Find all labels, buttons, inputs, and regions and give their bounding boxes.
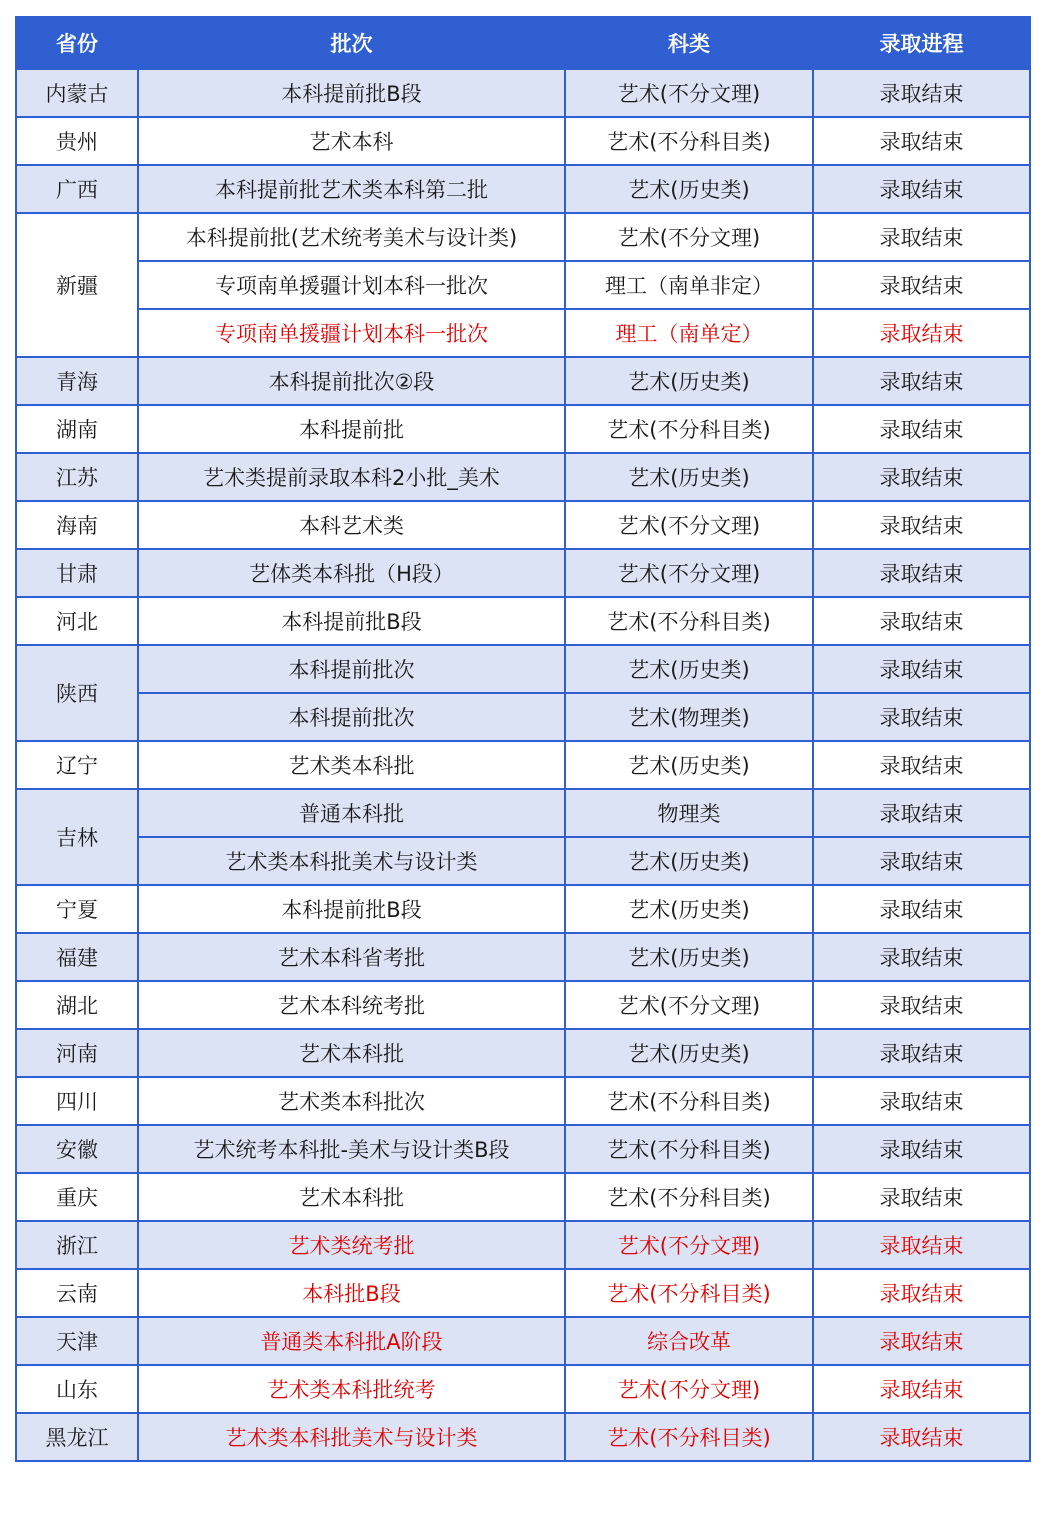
cell-category: 艺术(不分文理) <box>565 501 813 549</box>
cell-batch: 本科提前批B段 <box>138 69 565 117</box>
cell-province: 吉林 <box>16 789 138 885</box>
table-row <box>16 1125 1030 1173</box>
table-row <box>16 597 1030 645</box>
cell-batch: 艺术本科省考批 <box>138 933 565 981</box>
table-row <box>16 837 1030 885</box>
cell-progress: 录取结束 <box>813 1077 1030 1125</box>
cell-category: 艺术(历史类) <box>565 357 813 405</box>
cell-progress: 录取结束 <box>813 1221 1030 1269</box>
cell-batch: 艺术类提前录取本科2小批_美术 <box>138 453 565 501</box>
table-row <box>16 741 1030 789</box>
cell-category: 综合改革 <box>565 1317 813 1365</box>
cell-category: 艺术(历史类) <box>565 165 813 213</box>
cell-province: 天津 <box>16 1317 138 1365</box>
cell-batch: 普通本科批 <box>138 789 565 837</box>
cell-progress: 录取结束 <box>813 645 1030 693</box>
cell-category: 艺术(不分科目类) <box>565 1173 813 1221</box>
cell-progress: 录取结束 <box>813 1029 1030 1077</box>
table-row <box>16 309 1030 357</box>
cell-batch: 本科提前批次 <box>138 645 565 693</box>
cell-progress: 录取结束 <box>813 501 1030 549</box>
cell-progress: 录取结束 <box>813 405 1030 453</box>
cell-progress: 录取结束 <box>813 1173 1030 1221</box>
cell-category: 理工（南单定） <box>565 309 813 357</box>
cell-batch: 艺术统考本科批-美术与设计类B段 <box>138 1125 565 1173</box>
cell-category: 艺术(物理类) <box>565 693 813 741</box>
cell-progress: 录取结束 <box>813 69 1030 117</box>
cell-province: 内蒙古 <box>16 69 138 117</box>
table-row <box>16 69 1030 117</box>
table-row <box>16 1077 1030 1125</box>
cell-batch: 艺术类本科批 <box>138 741 565 789</box>
cell-province: 云南 <box>16 1269 138 1317</box>
table-row <box>16 1413 1030 1461</box>
cell-category: 艺术(不分科目类) <box>565 1269 813 1317</box>
cell-province: 江苏 <box>16 453 138 501</box>
cell-category: 艺术(历史类) <box>565 933 813 981</box>
table-body <box>16 69 1030 1461</box>
cell-batch: 艺术类本科批美术与设计类 <box>138 837 565 885</box>
cell-batch: 艺术本科统考批 <box>138 981 565 1029</box>
cell-batch: 艺术类本科批次 <box>138 1077 565 1125</box>
header-category: 科类 <box>565 17 813 69</box>
cell-category: 艺术(不分文理) <box>565 1365 813 1413</box>
table-row <box>16 645 1030 693</box>
admission-progress-table <box>15 16 1031 1462</box>
cell-progress: 录取结束 <box>813 789 1030 837</box>
cell-batch: 艺术类统考批 <box>138 1221 565 1269</box>
cell-category: 艺术(不分科目类) <box>565 1413 813 1461</box>
cell-progress: 录取结束 <box>813 1413 1030 1461</box>
cell-province: 贵州 <box>16 117 138 165</box>
cell-category: 艺术(历史类) <box>565 645 813 693</box>
cell-category: 艺术(不分文理) <box>565 69 813 117</box>
cell-batch: 艺术本科批 <box>138 1173 565 1221</box>
table-row <box>16 789 1030 837</box>
header-province: 省份 <box>16 17 138 69</box>
table-row <box>16 981 1030 1029</box>
cell-batch: 本科提前批(艺术统考美术与设计类) <box>138 213 565 261</box>
cell-progress: 录取结束 <box>813 1365 1030 1413</box>
cell-batch: 本科批B段 <box>138 1269 565 1317</box>
cell-progress: 录取结束 <box>813 309 1030 357</box>
cell-progress: 录取结束 <box>813 741 1030 789</box>
cell-category: 艺术(不分文理) <box>565 549 813 597</box>
cell-province: 四川 <box>16 1077 138 1125</box>
cell-batch: 普通类本科批A阶段 <box>138 1317 565 1365</box>
cell-province: 福建 <box>16 933 138 981</box>
cell-progress: 录取结束 <box>813 357 1030 405</box>
cell-progress: 录取结束 <box>813 549 1030 597</box>
cell-province: 湖南 <box>16 405 138 453</box>
cell-progress: 录取结束 <box>813 693 1030 741</box>
cell-batch: 艺术类本科批美术与设计类 <box>138 1413 565 1461</box>
table-row <box>16 1173 1030 1221</box>
cell-progress: 录取结束 <box>813 261 1030 309</box>
table-header-row <box>16 17 1030 69</box>
cell-province: 重庆 <box>16 1173 138 1221</box>
cell-category: 艺术(历史类) <box>565 453 813 501</box>
cell-province: 河北 <box>16 597 138 645</box>
cell-province: 广西 <box>16 165 138 213</box>
cell-progress: 录取结束 <box>813 1125 1030 1173</box>
cell-progress: 录取结束 <box>813 117 1030 165</box>
cell-province: 河南 <box>16 1029 138 1077</box>
cell-category: 艺术(不分科目类) <box>565 597 813 645</box>
table-row <box>16 1317 1030 1365</box>
header-batch: 批次 <box>138 17 565 69</box>
cell-province: 湖北 <box>16 981 138 1029</box>
cell-batch: 本科提前批B段 <box>138 597 565 645</box>
table-row <box>16 1029 1030 1077</box>
cell-progress: 录取结束 <box>813 453 1030 501</box>
cell-progress: 录取结束 <box>813 837 1030 885</box>
cell-batch: 艺术本科批 <box>138 1029 565 1077</box>
cell-category: 物理类 <box>565 789 813 837</box>
table-row <box>16 261 1030 309</box>
cell-province: 山东 <box>16 1365 138 1413</box>
cell-category: 艺术(历史类) <box>565 1029 813 1077</box>
cell-category: 艺术(不分科目类) <box>565 405 813 453</box>
cell-progress: 录取结束 <box>813 981 1030 1029</box>
table-row <box>16 933 1030 981</box>
cell-progress: 录取结束 <box>813 1269 1030 1317</box>
cell-category: 艺术(不分科目类) <box>565 117 813 165</box>
cell-category: 艺术(不分文理) <box>565 981 813 1029</box>
cell-province: 陕西 <box>16 645 138 741</box>
table-row <box>16 549 1030 597</box>
cell-province: 青海 <box>16 357 138 405</box>
cell-batch: 本科提前批B段 <box>138 885 565 933</box>
cell-batch: 本科艺术类 <box>138 501 565 549</box>
admission-table-wrapper <box>15 16 1029 1462</box>
cell-batch: 专项南单援疆计划本科一批次 <box>138 309 565 357</box>
cell-progress: 录取结束 <box>813 165 1030 213</box>
cell-batch: 本科提前批次②段 <box>138 357 565 405</box>
cell-province: 辽宁 <box>16 741 138 789</box>
cell-progress: 录取结束 <box>813 213 1030 261</box>
cell-province: 宁夏 <box>16 885 138 933</box>
cell-batch: 本科提前批次 <box>138 693 565 741</box>
cell-category: 艺术(历史类) <box>565 837 813 885</box>
cell-province: 甘肃 <box>16 549 138 597</box>
table-row <box>16 1365 1030 1413</box>
table-row <box>16 1221 1030 1269</box>
table-row <box>16 885 1030 933</box>
table-row <box>16 1269 1030 1317</box>
cell-category: 艺术(历史类) <box>565 741 813 789</box>
table-row <box>16 501 1030 549</box>
cell-category: 理工（南单非定） <box>565 261 813 309</box>
cell-category: 艺术(不分文理) <box>565 213 813 261</box>
cell-progress: 录取结束 <box>813 1317 1030 1365</box>
table-row <box>16 453 1030 501</box>
cell-progress: 录取结束 <box>813 933 1030 981</box>
cell-batch: 艺术本科 <box>138 117 565 165</box>
header-progress: 录取进程 <box>813 17 1030 69</box>
cell-progress: 录取结束 <box>813 885 1030 933</box>
table-row <box>16 693 1030 741</box>
table-row <box>16 357 1030 405</box>
cell-category: 艺术(不分科目类) <box>565 1077 813 1125</box>
cell-batch: 本科提前批艺术类本科第二批 <box>138 165 565 213</box>
cell-batch: 本科提前批 <box>138 405 565 453</box>
cell-province: 黑龙江 <box>16 1413 138 1461</box>
cell-province: 海南 <box>16 501 138 549</box>
cell-category: 艺术(不分科目类) <box>565 1125 813 1173</box>
table-row <box>16 405 1030 453</box>
cell-batch: 艺术类本科批统考 <box>138 1365 565 1413</box>
table-row <box>16 165 1030 213</box>
cell-batch: 艺体类本科批（H段） <box>138 549 565 597</box>
table-row <box>16 213 1030 261</box>
cell-category: 艺术(不分文理) <box>565 1221 813 1269</box>
cell-batch: 专项南单援疆计划本科一批次 <box>138 261 565 309</box>
cell-category: 艺术(历史类) <box>565 885 813 933</box>
cell-progress: 录取结束 <box>813 597 1030 645</box>
cell-province: 安徽 <box>16 1125 138 1173</box>
table-row <box>16 117 1030 165</box>
cell-province: 新疆 <box>16 213 138 357</box>
cell-province: 浙江 <box>16 1221 138 1269</box>
